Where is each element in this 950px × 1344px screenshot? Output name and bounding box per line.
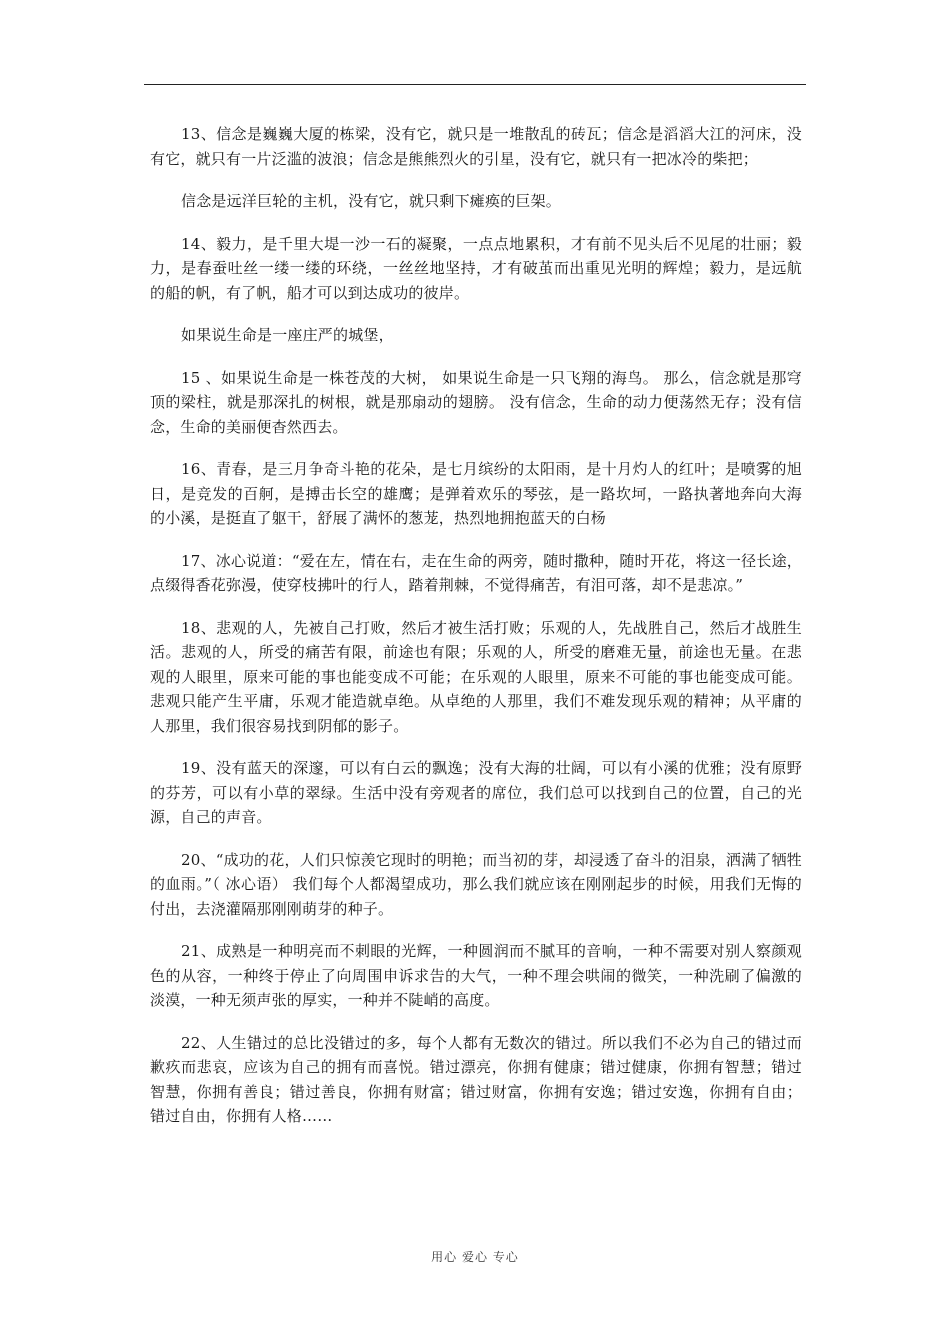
paragraph-14: 14、毅力，是千里大堤一沙一石的凝聚，一点点地累积，才有前不见头后不见尾的壮丽；毅力，是春蚕吐丝一缕一缕的环绕，一丝丝地坚持，才有破茧而出重见光明的辉煌；毅力，是远航的船的帆，有了帆，船才可以到达成功的彼岸。 [150,234,802,302]
page-footer: 用心 爱心 专心 [431,1250,519,1264]
paragraph-19: 19、没有蓝天的深邃，可以有白云的飘逸；没有大海的壮阔，可以有小溪的优雅；没有原野的芬芳，可以有小草的翠绿。生活中没有旁观者的席位，我们总可以找到自己的位置，自己的光源，自己的声音。 [150,759,802,826]
paragraph-17: 17、冰心说道：“爱在左，情在右，走在生命的两旁，随时撒种，随时开花，将这一径长途，点缀得香花弥漫，使穿枝拂叶的行人，踏着荆棘，不觉得痛苦，有泪可落，却不是悲凉。” [150,551,802,594]
paragraph-13-continued: 信念是远洋巨轮的主机，没有它，就只剩下瘫痪的巨架。 [181,192,562,210]
header-rule [144,84,806,85]
paragraph-21: 21、成熟是一种明亮而不刺眼的光辉，一种圆润而不腻耳的音响，一种不需要对别人察颜观色的从容，一种终于停止了向周围申诉求告的大气，一种不理会哄闹的微笑，一种洗刷了偏激的淡漠，一种无须声张的厚实，一种并不陡峭的高度。 [150,942,802,1009]
document-body [150,122,802,1147]
paragraph-13: 13、信念是巍巍大厦的栋梁，没有它，就只是一堆散乱的砖瓦；信念是滔滔大江的河床，没有它，就只有一片泛滥的波浪；信念是熊熊烈火的引星，没有它，就只有一把冰冷的柴把； [150,125,802,168]
paragraph-22: 22、人生错过的总比没错过的多，每个人都有无数次的错过。所以我们不必为自己的错过而歉疚而悲哀，应该为自己的拥有而喜悦。错过漂亮，你拥有健康；错过健康，你拥有智慧；错过智慧，你拥有善良；错过善良，你拥有财富；错过财富，你拥有安逸；错过安逸，你拥有自由；错过自由，你拥有人格…… [150,1033,802,1125]
paragraph-18: 18、悲观的人，先被自己打败，然后才被生活打败；乐观的人，先战胜自己，然后才战胜生活。悲观的人，所受的痛苦有限，前途也有限；乐观的人，所受的磨难无量，前途也无量。在悲观的人眼里，原来可能的事也能变成不可能；在乐观的人眼里，原来不可能的事也能变成可能。悲观只能产生平庸，乐观才能造就卓绝。从卓绝的人那里，我们不难发现乐观的精神；从平庸的人那里，我们很容易找到阴郁的影子。 [150,618,802,735]
paragraph-16: 16、青春，是三月争奇斗艳的花朵，是七月缤纷的太阳雨，是十月灼人的红叶；是喷雾的旭日，是竞发的百舸，是搏击长空的雄鹰；是弹着欢乐的琴弦，是一路坎坷，一路执著地奔向大海的小溪，是挺直了躯干，舒展了满怀的葱茏，热烈地拥抱蓝天的白杨 [150,460,802,527]
paragraph-15-intro: 如果说生命是一座庄严的城堡， [181,326,394,344]
paragraph-15: 15 、如果说生命是一株苍茂的大树， 如果说生命是一只飞翔的海鸟。 那么，信念就是那穹顶的梁柱，就是那深扎的树根，就是那扇动的翅膀。 没有信念，生命的动力便荡然无存；没有信念，生命的美丽便杳然西去。 [150,368,802,436]
paragraph-20: 20、“成功的花，人们只惊羡它现时的明艳；而当初的芽，却浸透了奋斗的泪泉，洒满了牺牲的血雨。”（ 冰心语） 我们每个人都渴望成功，那么我们就应该在刚刚起步的时候，用我们无悔的付出，去浇灌隔那刚刚萌芽的种子。 [150,850,802,918]
